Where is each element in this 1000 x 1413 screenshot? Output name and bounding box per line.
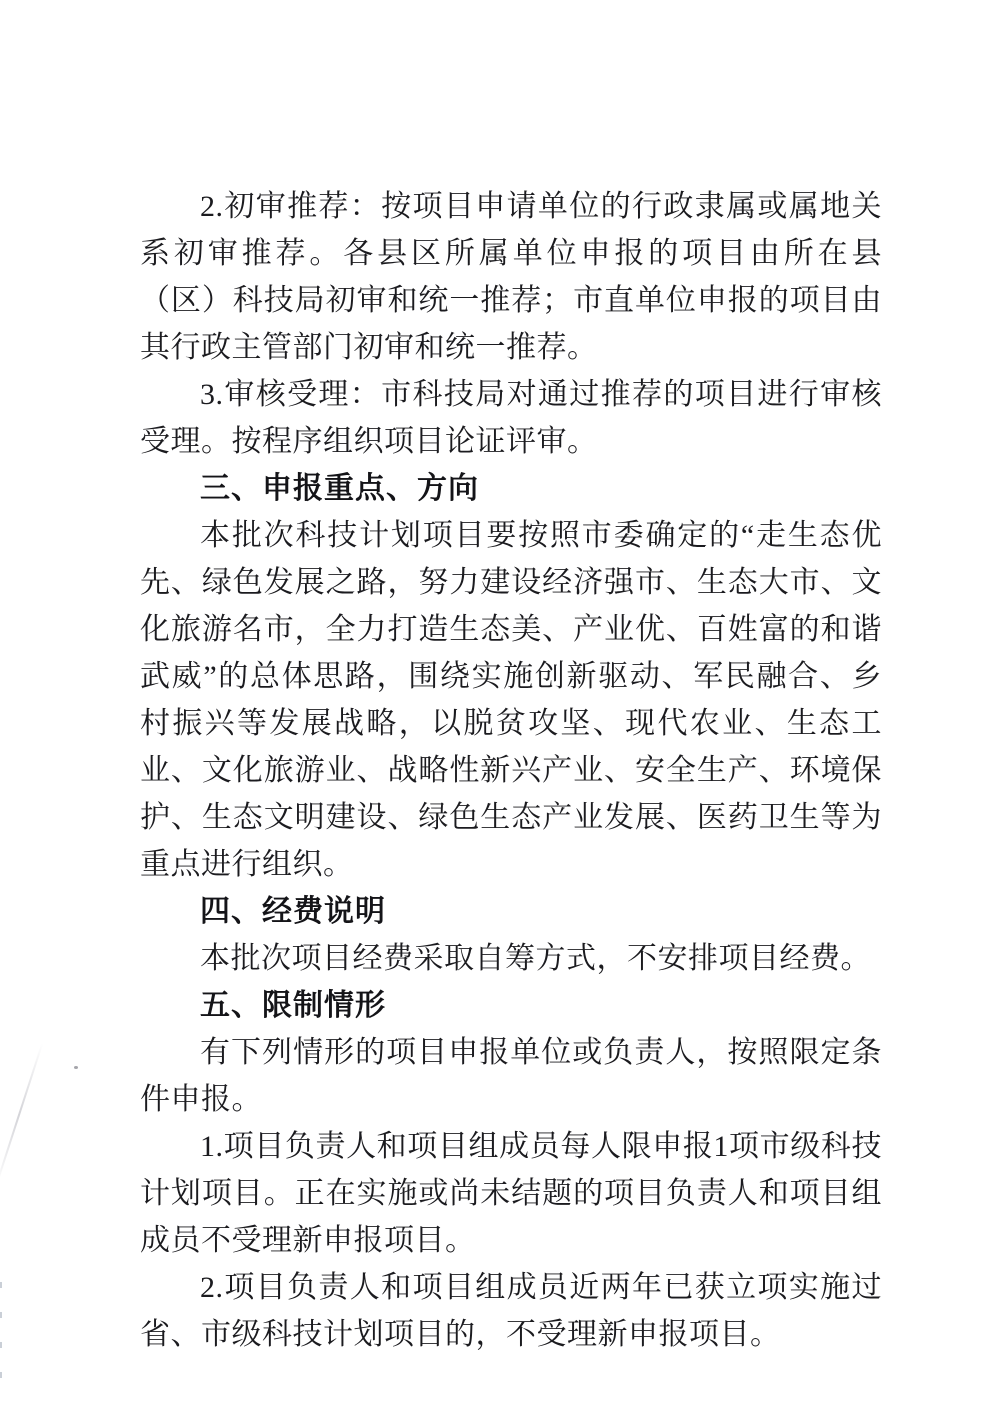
paragraph-application-focus-body: 本批次科技计划项目要按照市委确定的“走生态优先、绿色发展之路，努力建设经济强市、生态大市、文化旅游名市，全力打造生态美、产业优、百姓富的和谐武威”的总体思路，围绕实施创新驱动、军民融合、乡村振兴等发展战略，以脱贫攻坚、现代农业、生态工业、文化旅游业、战略性新兴产业、安全生产、环境保护、生态文明建设、绿色生态产业发展、医药卫生等为重点进行组织。 (140, 519, 882, 881)
section-heading-funding-notes: 四、经费说明 (200, 895, 386, 928)
scan-artifact-line (0, 1043, 43, 1186)
paragraph-initial-review: 2.初审推荐：按项目申请单位的行政隶属或属地关系初审推荐。各县区所属单位申报的项目由所在县（区）科技局初审和统一推荐；市直单位申报的项目由其行政主管部门初审和统一推荐。 (140, 190, 882, 364)
scan-artifact-speck (74, 1066, 78, 1069)
paragraph-funding-notes-body: 本批次项目经费采取自筹方式，不安排项目经费。 (200, 942, 871, 975)
section-heading-application-focus: 三、申报重点、方向 (200, 472, 479, 505)
paragraph-restrictions-intro: 有下列情形的项目申报单位或负责人，按照限定条件申报。 (140, 1036, 882, 1116)
document-body (140, 183, 882, 1358)
paragraph-acceptance-review: 3.审核受理：市科技局对通过推荐的项目进行审核受理。按程序组织项目论证评审。 (140, 378, 882, 458)
paragraph-restriction-item-1: 1.项目负责人和项目组成员每人限申报1项市级科技计划项目。正在实施或尚未结题的项目负责人和项目组成员不受理新申报项目。 (140, 1130, 882, 1257)
scan-artifact-edge-marks (0, 1282, 2, 1392)
paragraph-restriction-item-2: 2.项目负责人和项目组成员近两年已获立项实施过省、市级科技计划项目的，不受理新申报项目。 (140, 1271, 882, 1351)
section-heading-restrictions: 五、限制情形 (200, 989, 386, 1022)
